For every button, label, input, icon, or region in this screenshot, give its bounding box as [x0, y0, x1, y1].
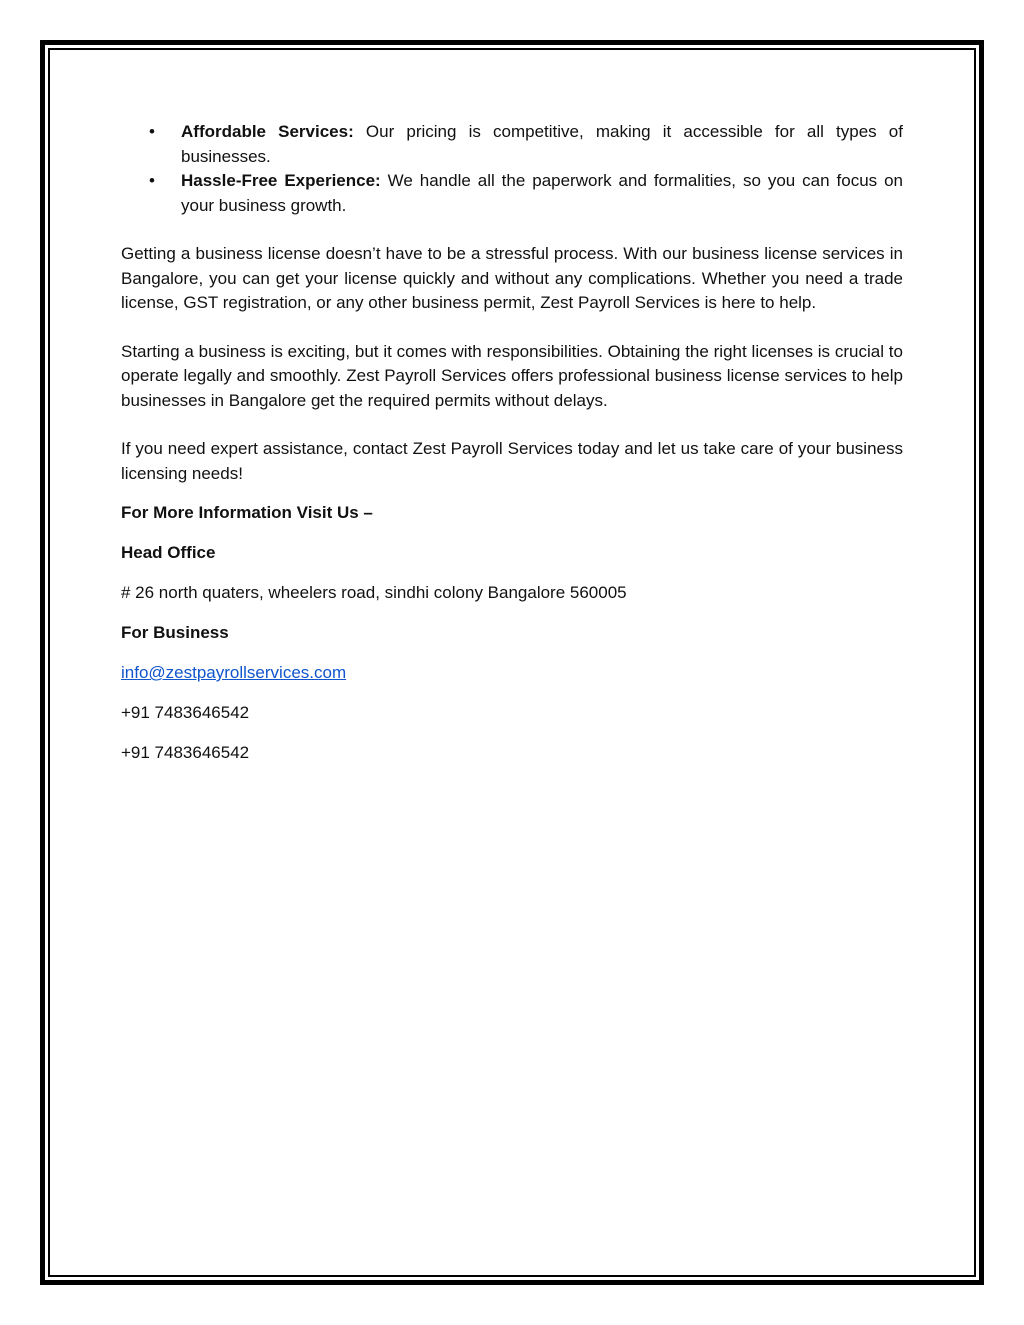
bullet-icon: •: [149, 171, 155, 190]
list-item: [149, 120, 903, 169]
document-body: [121, 120, 903, 781]
bullet-title: Hassle-Free Experience:: [181, 171, 381, 190]
bullet-text: We handle all the paperwork and formalities, so you can focus on your business growth.: [181, 171, 903, 215]
more-info-heading: For More Information Visit Us –: [121, 503, 373, 522]
paragraph: If you need expert assistance, contact Zest Payroll Services today and let us take care of your business licensing needs!: [121, 439, 903, 483]
benefits-list: [121, 120, 903, 218]
email-line: [121, 661, 903, 686]
phone-number: +91 7483646542: [121, 703, 250, 722]
paragraph: Starting a business is exciting, but it comes with responsibilities. Obtaining the right licenses is crucial to operate legally and smoothly. Zest Payroll Services offers professional business license services to help businesses in Bangalore get the required permits without delays.: [121, 341, 903, 410]
list-item: [149, 169, 903, 218]
for-business-heading: For Business: [121, 623, 229, 642]
bullet-text: Our pricing is competitive, making it accessible for all types of businesses.: [181, 122, 903, 166]
address-text: # 26 north quaters, wheelers road, sindhi colony Bangalore 560005: [121, 583, 627, 602]
email-link[interactable]: info@zestpayrollservices.com: [121, 663, 347, 682]
bullet-title: Affordable Services:: [181, 122, 354, 141]
paragraph: Getting a business license doesn’t have to be a stressful process. With our business license services in Bangalore, you can get your license quickly and without any complications. Whether you need a trade license, GST registration, or any other business permit, Zest Payroll Services is here to help.: [121, 244, 903, 312]
head-office-heading: Head Office: [121, 543, 216, 562]
phone-number: +91 7483646542: [121, 743, 250, 762]
bullet-icon: •: [149, 122, 155, 141]
